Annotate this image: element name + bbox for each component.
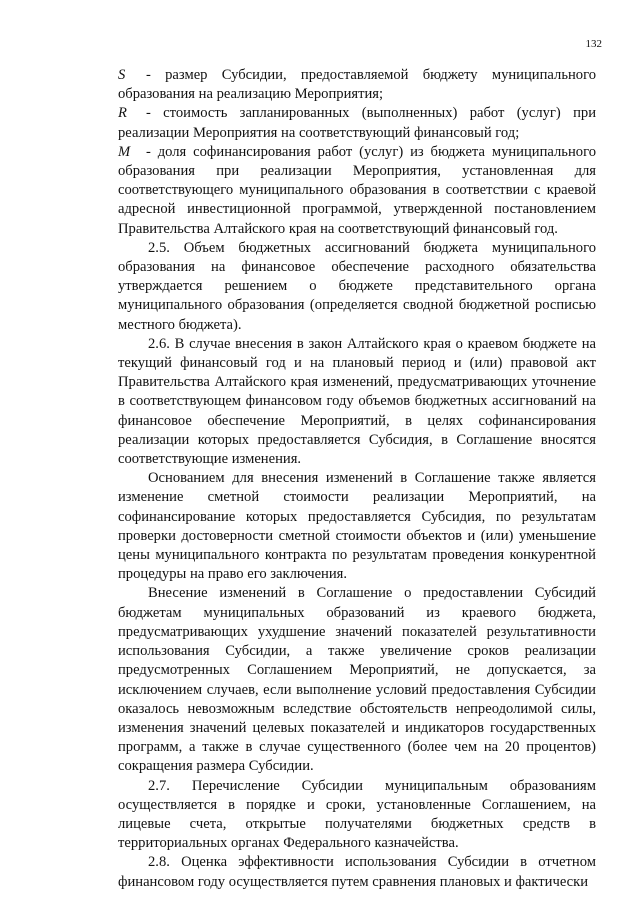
definition-m-text: - доля софинансирования работ (услуг) из бюджета муниципального образования при реализации Мероприятия, установленная для соответствующего муниципального образования в соответствии с краевой адресной инвестиционной программой, утвержденной постановлением Правительства Алтайского края на соответствующий финансовый год. [118, 143, 596, 237]
definition-s-text: - размер Субсидии, предоставляемой бюджету муниципального образования на реализацию Мероприятия; [118, 67, 596, 103]
page-body [118, 66, 596, 892]
paragraph-2-7: 2.7. Перечисление Субсидии муниципальным образованиям осуществляется в порядке и сроки, установленные Соглашением, на лицевые счета, открытые получателями бюджетных средств в территориальных органах Федерального казначейства. [118, 777, 596, 852]
definition-s [118, 66, 596, 104]
paragraph-2-5: 2.5. Объем бюджетных ассигнований бюджета муниципального образования на финансовое обеспечение расходного обязательства утверждается решением о бюджете представительного органа муниципального образования (определяется сводной бюджетной росписью местного бюджета). [118, 239, 596, 333]
definition-r [118, 104, 596, 142]
symbol-r: R [118, 105, 127, 122]
page-number: 132 [585, 38, 602, 50]
symbol-s: S [118, 67, 126, 83]
definition-r-text: - стоимость запланированных (выполненных) работ (услуг) при реализации Мероприятия на соответствующий финансовый год; [118, 105, 596, 141]
definition-m [118, 143, 596, 239]
paragraph-changes-restrictions: Внесение изменений в Соглашение о предоставлении Субсидий бюджетам муниципальных образований из краевого бюджета, предусматривающих ухудшение значений показателей результативности использования Субсидии, а также увеличение сроков реализации предусмотренных Соглашением Мероприятий, не допускается, за исключением случаев, если выполнение условий предоставления Субсидии оказалось невозможным вследствие обстоятельств непреодолимой силы, изменения значений целевых показателей и индикаторов государственных программ, а также в случае существенного (более чем на 20 процентов) сокращения размера Субсидии. [118, 585, 596, 775]
paragraph-2-6: 2.6. В случае внесения в закон Алтайского края о краевом бюджете на текущий финансовый год и на плановый период и (или) правовой акт Правительства Алтайского края изменений, предусматривающих уточнение в соответствующем финансовом году объемов бюджетных ассигнований на финансовое обеспечение Мероприятий, в целях софинансирования реализации которых предоставляется Субсидия, в Соглашение вносятся соответствующие изменения. [118, 335, 596, 468]
paragraph-basis-changes: Основанием для внесения изменений в Соглашение также является изменение сметной стоимости реализации Мероприятий, на софинансирование которых предоставляется Субсидия, по результатам проверки достоверности сметной стоимости объектов и (или) уменьшение цены муниципального контракта по результатам проведения конкурентной процедуры на право его заключения. [118, 470, 596, 583]
paragraph-2-8: 2.8. Оценка эффективности использования Субсидии в отчетном финансовом году осуществляется путем сравнения плановых и фактически [118, 854, 596, 890]
symbol-m: M [118, 143, 131, 160]
